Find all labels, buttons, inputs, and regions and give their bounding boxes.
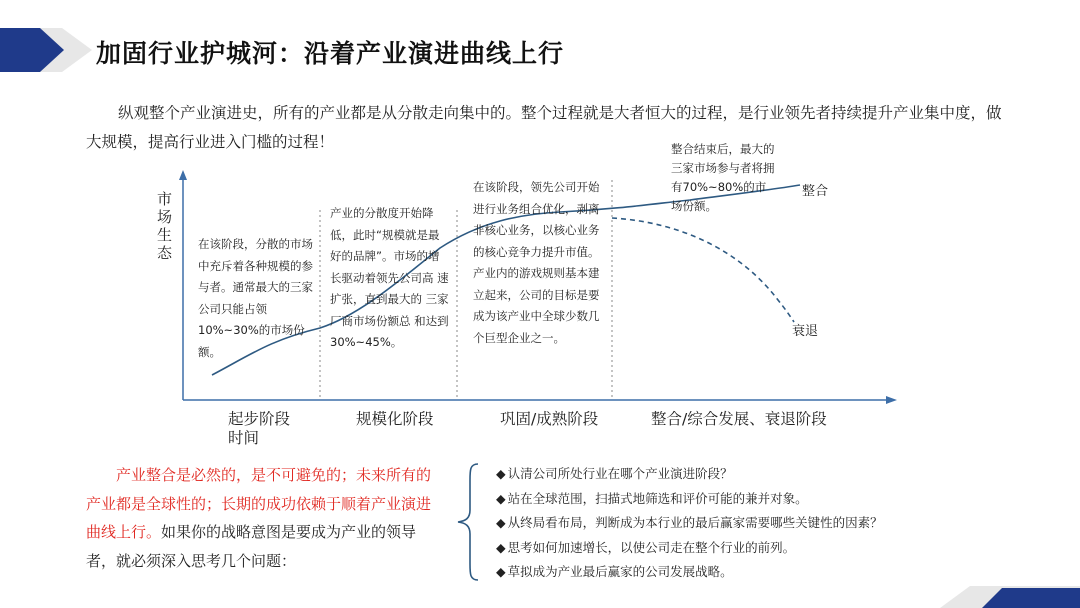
decline-curve xyxy=(612,218,794,322)
question-item-3: ◆ 从终局看布局，判断成为本行业的最后赢家需要哪些关键性的因素？ xyxy=(496,515,883,530)
question-item-1: ◆ 认清公司所处行业在哪个产业演进阶段？ xyxy=(496,466,733,481)
intro-paragraph: 纵观整个产业演进史，所有的产业都是从分散走向集中的。整个过程就是大者恒大的过程，是行业领先者持续提升产业集中度，做大规模，提高行业进入门槛的过程！ xyxy=(86,104,1002,151)
diamond-bullet-icon: ◆ xyxy=(496,539,506,555)
brace-icon xyxy=(452,460,486,584)
phase-start: 起步阶段 xyxy=(228,410,291,428)
conclusion-black-text: 如果你的战略意图是要成为产业的领导者，就必须深入思考几个问题： xyxy=(86,523,417,570)
diamond-bullet-icon: ◆ xyxy=(496,466,506,481)
diamond-bullet-icon: ◆ xyxy=(496,490,506,506)
question-item-4: ◆ 思考如何加速增长，以使公司走在整个行业的前列。 xyxy=(496,539,796,555)
page-title: 加固行业护城河：沿着产业演进曲线上行 xyxy=(96,39,565,68)
stage-3-text: 在该阶段，领先公司开始进行业务组合优化，剥离非核心业务，以核心业务的核心竞争力提升市值。产业内的游戏规则基本建立起来，公司的目标是要成为该产业中全球少数几个巨型企业之一。 xyxy=(473,180,600,345)
consolidation-label: 整合 xyxy=(802,184,829,199)
phase-mature: 巩固/成熟阶段 xyxy=(500,410,599,428)
footer-corner-decoration xyxy=(940,578,1080,608)
conclusion-red-text: 产业整合是必然的，是不可避免的；未来所有的产业都是全球性的；长期的成功依赖于顺着产业演进曲线上行。 xyxy=(86,466,432,541)
question-item-2: ◆ 站在全球范围，扫描式地筛选和评价可能的兼并对象。 xyxy=(496,490,808,506)
stage-1-text: 在该阶段，分散的市场中充斥着各种规模的参与者。通常最大的三家公司只能占领10%~30%的市场份额。 xyxy=(198,237,313,359)
x-axis-label: 时间 xyxy=(228,429,260,447)
x-axis-arrow-icon xyxy=(886,396,897,404)
y-axis-arrow-icon xyxy=(179,170,187,180)
stage-4-text: 整合结束后，最大的三家市场参与者将拥有70%~80%的市场份额。 xyxy=(671,142,775,213)
y-axis-label: 市场生态 xyxy=(157,190,173,262)
phase-scale: 规模化阶段 xyxy=(356,410,434,428)
decline-label: 衰退 xyxy=(792,324,819,339)
phase-consolidation: 整合/综合发展、衰退阶段 xyxy=(651,410,827,428)
diamond-bullet-icon: ◆ xyxy=(496,515,506,530)
conclusion-paragraph xyxy=(86,461,442,575)
question-list xyxy=(496,462,883,585)
question-item-5: ◆ 草拟成为产业最后赢家的公司发展战略。 xyxy=(496,564,733,579)
stage-2-text: 产业的分散度开始降低，此时“规模就是最 好的品牌”。市场的增 长驱动着领先公司高 速扩张，直到最大的 三家厂商市场份额总 和达到30%~45%。 xyxy=(330,206,449,349)
diamond-bullet-icon: ◆ xyxy=(496,564,506,579)
